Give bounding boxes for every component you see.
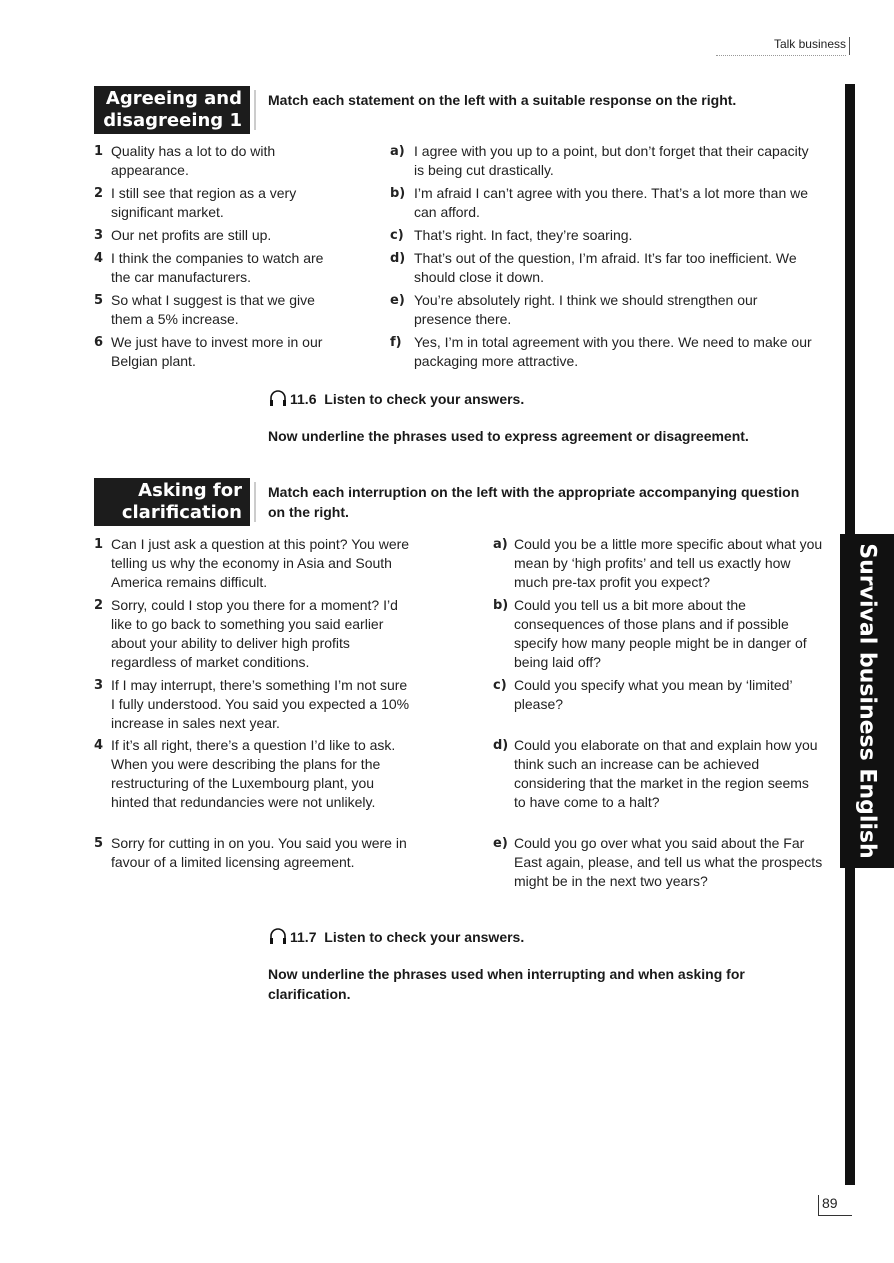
list-item: [390, 333, 815, 371]
item-number: a): [390, 144, 405, 159]
list-item: [94, 333, 329, 371]
item-text: I think the companies to watch are the car manufacturers.: [111, 250, 324, 285]
list-item: [493, 676, 823, 714]
item-text: So what I suggest is that we give them a 5% increase.: [111, 292, 315, 327]
item-text: If I may interrupt, there’s something I’m not sure I fully understood. You said you expected a 10% increase in sales next year.: [111, 677, 410, 731]
item-number: e): [390, 293, 405, 308]
item-number: 1: [94, 537, 104, 552]
listen-line: [268, 388, 524, 413]
list-item: [94, 291, 329, 329]
item-text: That’s out of the question, I’m afraid. It’s far too inefficient. We should close it down.: [414, 250, 797, 285]
list-item: [493, 596, 823, 672]
item-text: Could you be a little more specific about what you mean by ‘high profits’ and tell us exactly how much pre-tax profit you expect?: [514, 536, 823, 590]
section-title-agreeing: Agreeing and disagreeing 1: [94, 86, 250, 134]
list-item: [493, 834, 823, 891]
item-number: e): [493, 836, 508, 851]
listen-text: Listen to check your answers.: [324, 929, 525, 945]
list-item: [94, 142, 329, 180]
item-number: b): [390, 186, 406, 201]
item-number: b): [493, 598, 509, 613]
item-text: I’m afraid I can’t agree with you there. That’s a lot more than we can afford.: [414, 185, 809, 220]
item-text: We just have to invest more in our Belgian plant.: [111, 334, 323, 369]
running-header: Talk business: [716, 37, 846, 56]
page-number: 89: [818, 1195, 852, 1216]
item-text: Can I just ask a question at this point? You were telling us why the economy in Asia and South America remains difficult.: [111, 536, 410, 590]
list-item: [390, 226, 815, 245]
list-item: [94, 676, 412, 733]
item-number: c): [493, 678, 507, 693]
item-number: 5: [94, 293, 104, 308]
listen-text: Listen to check your answers.: [324, 391, 525, 407]
list-item: [94, 535, 412, 592]
item-number: d): [493, 738, 509, 753]
item-text: Sorry, could I stop you there for a moment? I’d like to go back to something you said earlier about your ability to deliver high profits regardless of market conditions.: [111, 597, 398, 670]
item-number: 2: [94, 598, 104, 613]
item-text: That’s right. In fact, they’re soaring.: [414, 227, 633, 243]
list-item: [94, 226, 329, 245]
item-number: 1: [94, 144, 104, 159]
section2-instruction: Match each interruption on the left with the appropriate accompanying question on the right.: [268, 484, 800, 520]
item-text: Sorry for cutting in on you. You said you were in favour of a limited licensing agreement.: [111, 835, 407, 870]
item-number: d): [390, 251, 406, 266]
item-text: If it’s all right, there’s a question I’d like to ask. When you were describing the plans for the restructuring of the Luxembourg plant, you hinted that redundancies were not unlikely.: [111, 737, 396, 810]
item-text: Yes, I’m in total agreement with you there. We need to make our packaging more attractive.: [414, 334, 812, 369]
list-item: [493, 535, 823, 592]
item-number: 3: [94, 228, 104, 243]
list-item: [390, 184, 815, 222]
item-text: Could you go over what you said about the Far East again, please, and tell us what the prospects might be in the next two years?: [514, 835, 823, 889]
section1-instruction: Match each statement on the left with a suitable response on the right.: [268, 92, 737, 108]
list-item: [390, 249, 815, 287]
item-text: Could you elaborate on that and explain how you think such an increase can be achieved considering that the market in the region seems to have come to a halt?: [514, 737, 818, 810]
section-title-clarification: Asking for clarification: [94, 478, 250, 526]
listen-line: [268, 926, 524, 951]
side-tab-label: Survival business English: [854, 543, 880, 859]
item-number: 4: [94, 251, 104, 266]
item-number: 5: [94, 836, 104, 851]
item-text: I agree with you up to a point, but don’t forget that their capacity is being cut drastically.: [414, 143, 809, 178]
track-number: 11.7: [290, 929, 317, 945]
list-item: [94, 596, 412, 672]
item-number: c): [390, 228, 404, 243]
item-number: 4: [94, 738, 104, 753]
section2-underline-instruction: Now underline the phrases used when interrupting and when asking for clarification.: [268, 966, 745, 1002]
list-item: [94, 249, 329, 287]
item-number: 3: [94, 678, 104, 693]
list-item: [493, 736, 823, 812]
list-item: [390, 291, 815, 329]
section1-underline-instruction: Now underline the phrases used to express agreement or disagreement.: [268, 428, 749, 444]
list-item: [390, 142, 815, 180]
item-text: Could you specify what you mean by ‘limited’ please?: [514, 677, 793, 712]
item-text: Could you tell us a bit more about the consequences of those plans and if possible specify how many people might be in danger of being laid off?: [514, 597, 807, 670]
item-number: 6: [94, 335, 104, 350]
list-item: [94, 834, 412, 872]
item-text: You’re absolutely right. I think we should strengthen our presence there.: [414, 292, 758, 327]
item-number: f): [390, 335, 402, 350]
list-item: [94, 736, 412, 812]
item-number: a): [493, 537, 508, 552]
headphones-icon: [268, 926, 288, 951]
item-text: Our net profits are still up.: [111, 227, 272, 243]
item-text: Quality has a lot to do with appearance.: [111, 143, 276, 178]
track-number: 11.6: [290, 391, 317, 407]
list-item: [94, 184, 329, 222]
item-number: 2: [94, 186, 104, 201]
item-text: I still see that region as a very significant market.: [111, 185, 297, 220]
headphones-icon: [268, 388, 288, 413]
